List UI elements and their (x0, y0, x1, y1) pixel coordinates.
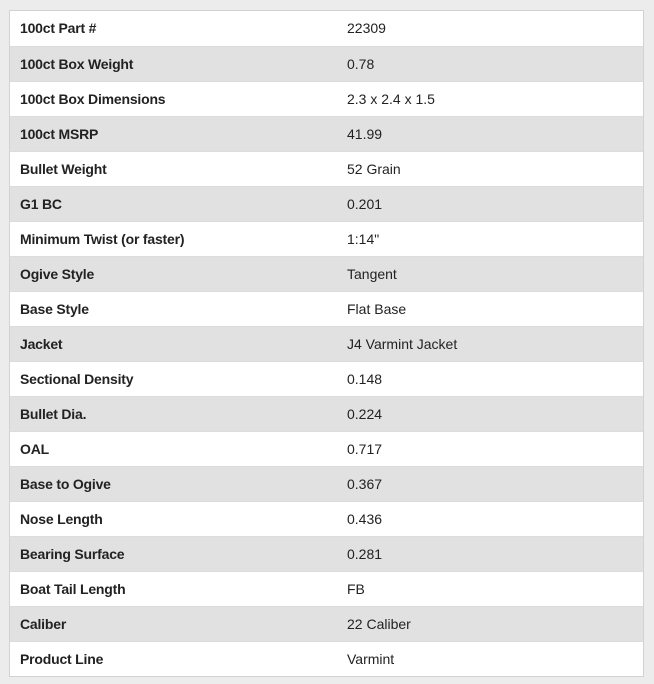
spec-value: Flat Base (337, 291, 643, 326)
spec-label: 100ct Box Dimensions (10, 81, 337, 116)
spec-label: Minimum Twist (or faster) (10, 221, 337, 256)
table-row (10, 641, 643, 676)
table-row (10, 151, 643, 186)
spec-table-body (10, 11, 643, 676)
table-row (10, 116, 643, 151)
table-row (10, 466, 643, 501)
table-row (10, 81, 643, 116)
spec-label: Jacket (10, 326, 337, 361)
spec-value: 0.78 (337, 46, 643, 81)
table-row (10, 221, 643, 256)
spec-label: Bullet Dia. (10, 396, 337, 431)
spec-label: 100ct MSRP (10, 116, 337, 151)
spec-value: J4 Varmint Jacket (337, 326, 643, 361)
table-row (10, 396, 643, 431)
table-row (10, 606, 643, 641)
spec-label: Bearing Surface (10, 536, 337, 571)
spec-value: 0.148 (337, 361, 643, 396)
spec-label: Boat Tail Length (10, 571, 337, 606)
spec-label: 100ct Box Weight (10, 46, 337, 81)
table-row (10, 256, 643, 291)
spec-label: Nose Length (10, 501, 337, 536)
spec-label: 100ct Part # (20, 20, 97, 37)
spec-value: 0.436 (337, 501, 643, 536)
table-row (10, 291, 643, 326)
spec-value: 0.201 (337, 186, 643, 221)
spec-value: 1:14" (337, 221, 643, 256)
table-row (10, 571, 643, 606)
spec-label: Product Line (10, 641, 337, 676)
spec-value: 52 Grain (337, 151, 643, 186)
spec-value: 0.281 (337, 536, 643, 571)
spec-label: Ogive Style (10, 256, 337, 291)
spec-label: Bullet Weight (10, 151, 337, 186)
table-row (10, 11, 643, 46)
spec-label: Caliber (10, 606, 337, 641)
spec-label: Base to Ogive (10, 466, 337, 501)
spec-table-container (9, 10, 644, 677)
spec-value: Varmint (337, 641, 643, 676)
table-row (10, 186, 643, 221)
spec-value: 2.3 x 2.4 x 1.5 (337, 81, 643, 116)
spec-value: 41.99 (337, 116, 643, 151)
spec-table (10, 11, 643, 676)
spec-label: Sectional Density (10, 361, 337, 396)
spec-value: 0.367 (337, 466, 643, 501)
spec-label: Base Style (10, 291, 337, 326)
table-row (10, 431, 643, 466)
table-row (10, 536, 643, 571)
table-row (10, 501, 643, 536)
table-row (10, 326, 643, 361)
spec-value: 22309 (347, 20, 386, 37)
spec-value: 0.717 (337, 431, 643, 466)
spec-label: OAL (10, 431, 337, 466)
spec-value: 22 Caliber (337, 606, 643, 641)
table-row (10, 361, 643, 396)
table-row (10, 46, 643, 81)
spec-value: Tangent (337, 256, 643, 291)
spec-value: FB (337, 571, 643, 606)
spec-label: G1 BC (10, 186, 337, 221)
spec-value: 0.224 (337, 396, 643, 431)
